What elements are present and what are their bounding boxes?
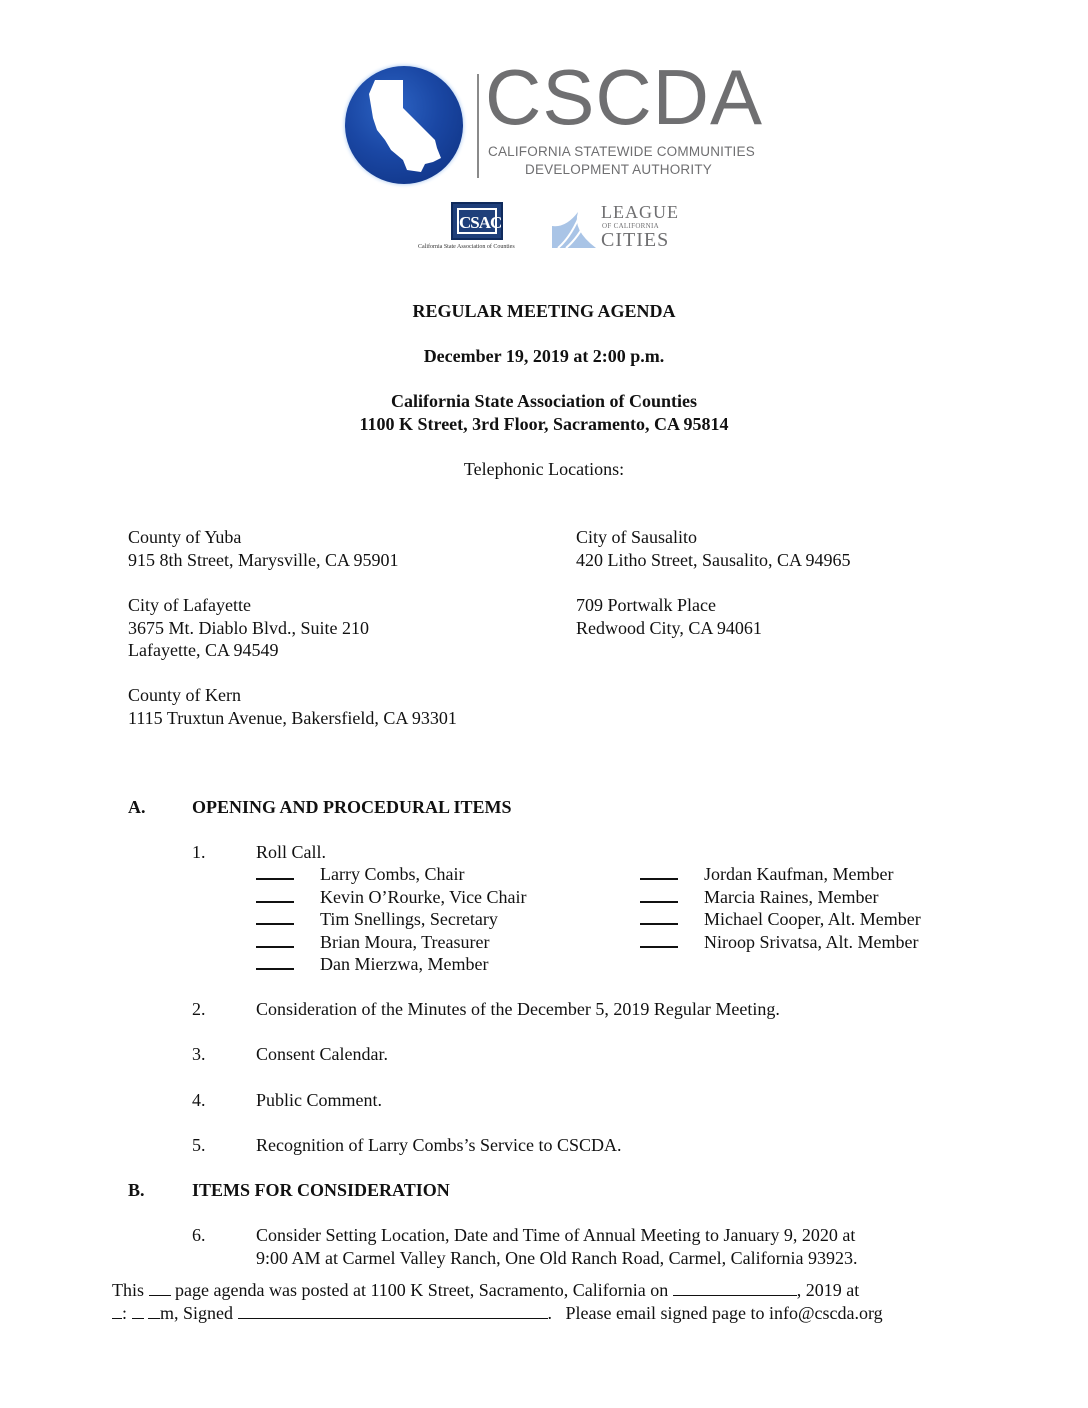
- footer-text: m, Signed: [160, 1302, 238, 1323]
- roll-call-row: [256, 908, 527, 931]
- attendance-blank: [256, 954, 294, 970]
- attendance-blank: [640, 909, 678, 925]
- member-name: Michael Cooper, Alt. Member: [704, 909, 921, 929]
- signature-blank: [238, 1304, 548, 1319]
- item-4-number: 4.: [192, 1090, 206, 1110]
- league-of-california-cities-logo: [552, 202, 682, 254]
- roll-call-right: [640, 863, 921, 953]
- posting-certification: [112, 1279, 883, 1324]
- roll-call-left: [256, 863, 527, 976]
- member-name: Jordan Kaufman, Member: [704, 864, 894, 884]
- cscda-logo: [345, 53, 764, 184]
- footer-text: . Please email signed page to info@cscda.org: [547, 1302, 883, 1323]
- csac-caption: California State Association of Counties: [418, 244, 515, 250]
- location-kern: [128, 684, 457, 729]
- item-2-text: Consideration of the Minutes of the December 5, 2019 Regular Meeting.: [256, 999, 780, 1019]
- location-address: 915 8th Street, Marysville, CA 95901: [128, 549, 399, 570]
- league-word-of-california: OF CALIFORNIA: [602, 222, 659, 230]
- item-4-text: Public Comment.: [256, 1090, 382, 1110]
- item-3-text: Consent Calendar.: [256, 1044, 388, 1064]
- venue-address: 1100 K Street, 3rd Floor, Sacramento, CA 95814: [359, 414, 729, 434]
- minute-blank: [132, 1304, 144, 1319]
- location-city: Redwood City, CA 94061: [576, 617, 762, 638]
- attendance-blank: [640, 864, 678, 880]
- league-word-league: LEAGUE: [601, 202, 679, 222]
- item-6-text: [256, 1224, 858, 1269]
- csac-mark: [451, 202, 503, 240]
- location-yuba: [128, 526, 398, 571]
- attendance-blank: [256, 864, 294, 880]
- item-1-number: 1.: [192, 842, 206, 862]
- footer-text: This: [112, 1280, 149, 1300]
- item-3-number: 3.: [192, 1044, 206, 1064]
- location-name: City of Lafayette: [128, 595, 251, 615]
- location-city: Lafayette, CA 94549: [128, 640, 279, 660]
- item-2-number: 2.: [192, 999, 206, 1019]
- section-b-letter: B.: [128, 1180, 145, 1200]
- footer-text: :: [122, 1302, 132, 1323]
- telephonic-locations-label: Telephonic Locations:: [463, 459, 625, 479]
- location-redwood-city: [576, 594, 762, 639]
- attendance-blank: [256, 909, 294, 925]
- roll-call-row: [640, 931, 921, 954]
- member-name: Brian Moura, Treasurer: [320, 931, 490, 952]
- section-a-letter: A.: [128, 797, 146, 817]
- attendance-blank: [256, 932, 294, 948]
- attendance-blank: [640, 887, 678, 903]
- member-name: Marcia Raines, Member: [704, 886, 879, 907]
- roll-call-row: [256, 886, 527, 909]
- location-address: 1115 Truxtun Avenue, Bakersfield, CA 93301: [128, 707, 457, 728]
- csac-logo: [418, 202, 538, 254]
- california-shape-icon: [345, 66, 463, 184]
- logo-acronym: CSCDA: [485, 53, 764, 141]
- member-name: Kevin O’Rourke, Vice Chair: [320, 886, 527, 907]
- logo-tagline-2: DEVELOPMENT AUTHORITY: [525, 162, 712, 177]
- location-address: 3675 Mt. Diablo Blvd., Suite 210: [128, 617, 370, 638]
- roll-call-row: [640, 863, 921, 886]
- location-name: City of Sausalito: [576, 527, 697, 547]
- ampm-blank: [148, 1304, 160, 1319]
- location-name: County of Yuba: [128, 527, 242, 547]
- agenda-title: REGULAR MEETING AGENDA: [412, 301, 676, 321]
- posting-line-1: [112, 1279, 883, 1302]
- roll-call-row: [256, 863, 527, 886]
- item-5-number: 5.: [192, 1135, 206, 1155]
- location-address: 420 Litho Street, Sausalito, CA 94965: [576, 549, 851, 570]
- league-swoosh-icon: [552, 208, 596, 248]
- item-1-text: Roll Call.: [256, 842, 327, 862]
- location-sausalito: [576, 526, 851, 571]
- item-6-line-2: 9:00 AM at Carmel Valley Ranch, One Old Ranch Road, Carmel, California 93923.: [256, 1247, 858, 1268]
- league-word-cities: CITIES: [601, 229, 670, 251]
- california-state-icon: [345, 66, 463, 184]
- member-name: Larry Combs, Chair: [320, 864, 465, 884]
- meeting-datetime: December 19, 2019 at 2:00 p.m.: [423, 346, 665, 366]
- roll-call-row: [256, 953, 527, 976]
- location-address: 709 Portwalk Place: [576, 595, 716, 615]
- csac-mark-text: CSAC: [457, 208, 497, 234]
- location-lafayette: [128, 594, 369, 662]
- footer-text: page agenda was posted at 1100 K Street, Sacramento, California on: [170, 1280, 673, 1300]
- logo-divider: [477, 74, 479, 178]
- attendance-blank: [640, 932, 678, 948]
- section-a-title: OPENING AND PROCEDURAL ITEMS: [192, 797, 512, 817]
- member-name: Tim Snellings, Secretary: [320, 909, 498, 929]
- item-6-number: 6.: [192, 1225, 206, 1245]
- roll-call-row: [256, 931, 527, 954]
- roll-call-row: [640, 886, 921, 909]
- location-name: County of Kern: [128, 685, 241, 705]
- section-b-title: ITEMS FOR CONSIDERATION: [192, 1180, 450, 1200]
- member-name: Niroop Srivatsa, Alt. Member: [704, 931, 919, 952]
- member-name: Dan Mierzwa, Member: [320, 954, 489, 974]
- posting-line-2: [112, 1302, 883, 1325]
- logo-tagline-1: CALIFORNIA STATEWIDE COMMUNITIES: [488, 144, 755, 159]
- page-count-blank: [149, 1281, 171, 1296]
- venue-name: California State Association of Counties: [391, 391, 697, 411]
- roll-call-row: [640, 908, 921, 931]
- item-6-line-1: Consider Setting Location, Date and Time of Annual Meeting to January 9, 2020 at: [256, 1225, 856, 1245]
- attendance-blank: [256, 887, 294, 903]
- footer-text: , 2019 at: [796, 1280, 860, 1300]
- posted-date-blank: [673, 1281, 797, 1296]
- hour-blank: [112, 1304, 122, 1319]
- item-5-text: Recognition of Larry Combs’s Service to CSCDA.: [256, 1135, 622, 1155]
